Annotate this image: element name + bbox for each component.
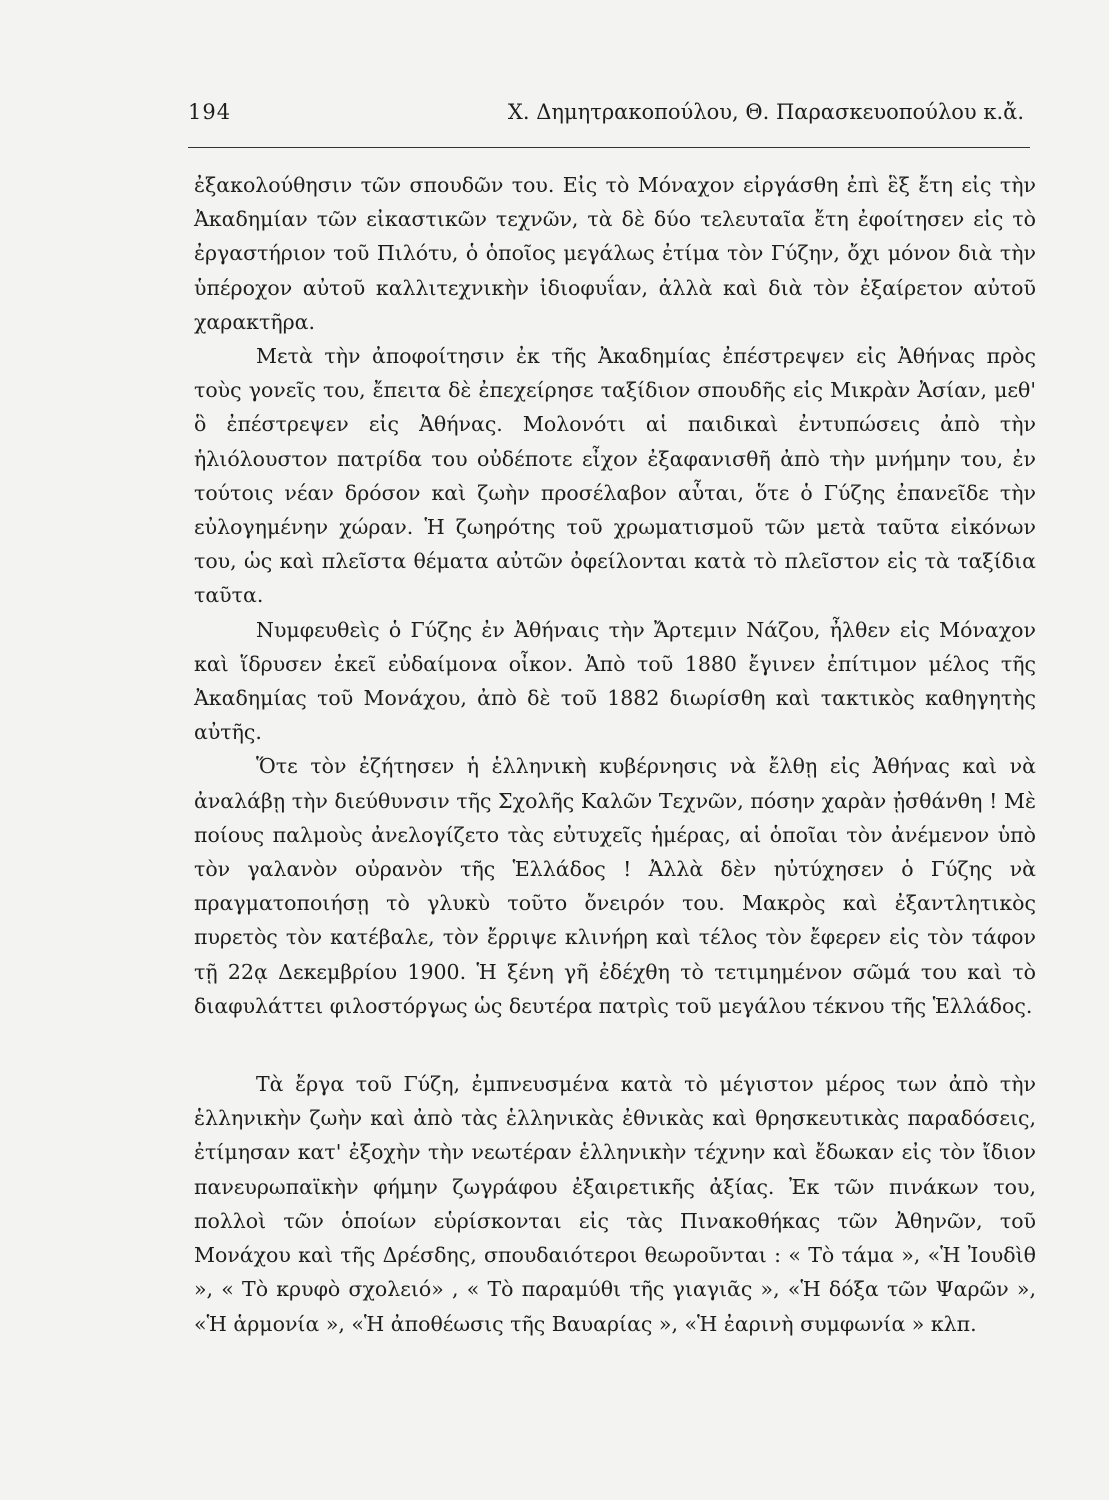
body-text bbox=[194, 168, 1036, 1341]
page-number: 194 bbox=[188, 100, 232, 124]
paragraph-4: Ὅτε τὸν ἐζήτησεν ἡ ἑλληνικὴ κυβέρνησις νὰ ἔλθῃ εἰς Ἀθήνας καὶ νὰ ἀναλάβῃ τὴν διεύθυνσιν τῆς Σχολῆς Καλῶν Τεχνῶν, πόσην χαρὰν ᾐσθάνθη ! Μὲ ποίους παλμοὺς ἀνελογίζετο τὰς εὐτυχεῖς ἡμέρας, αἱ ὁποῖαι τὸν ἀνέμενον ὑπὸ τὸν γαλανὸν οὐρανὸν τῆς Ἑλλάδος ! Ἀλλὰ δὲν ηὐτύχησεν ὁ Γύζης νὰ πραγματοποιήσῃ τὸ γλυκὺ τοῦτο ὄνειρόν του. Μακρὸς καὶ ἐξαντλητικὸς πυρετὸς τὸν κατέβαλε, τὸν ἔρριψε κλινήρη καὶ τέλος τὸν ἔφερεν εἰς τὸν τάφον τῇ 22ᾳ Δεκεμβρίου 1900. Ἡ ξένη γῆ ἐδέχθη τὸ τετιμημένον σῶμά του καὶ τὸ διαφυλάττει φιλοστόργως ὡς δευτέρα πατρὶς τοῦ μεγάλου τέκνου τῆς Ἑλλάδος. bbox=[194, 754, 1036, 1018]
paragraph-1: ἐξακολούθησιν τῶν σπουδῶν του. Εἰς τὸ Μόναχον εἰργάσθη ἐπὶ ἓξ ἔτη εἰς τὴν Ἀκαδημίαν τῶν εἰκαστικῶν τεχνῶν, τὰ δὲ δύο τελευταῖα ἔτη ἐφοίτησεν εἰς τὸ ἐργαστήριον τοῦ Πιλότυ, ὁ ὁποῖος μεγάλως ἐτίμα τὸν Γύζην, ὄχι μόνον διὰ τὴν ὑπέροχον αὐτοῦ καλλιτεχνικὴν ἰδιοφυΐαν, ἀλλὰ καὶ διὰ τὸν ἐξαίρετον αὐτοῦ χαρακτῆρα. bbox=[194, 173, 1036, 334]
running-head: Χ. Δημητρακοπούλου, Θ. Παρασκευοπούλου κ.ἄ. bbox=[507, 100, 1024, 124]
paragraph-2: Μετὰ τὴν ἀποφοίτησιν ἐκ τῆς Ἀκαδημίας ἐπέστρεψεν εἰς Ἀθήνας πρὸς τοὺς γονεῖς του, ἔπειτα δὲ ἐπεχείρησε ταξίδιον σπουδῆς εἰς Μικρὰν Ἀσίαν, μεθ' ὃ ἐπέστρεψεν εἰς Ἀθήνας. Μολονότι αἱ παιδικαὶ ἐντυπώσεις ἀπὸ τὴν ἡλιόλουστον πατρίδα του οὐδέποτε εἶχον ἐξαφανισθῆ ἀπὸ τὴν μνήμην του, ἐν τούτοις νέαν δρόσον καὶ ζωὴν προσέλαβον αὗται, ὅτε ὁ Γύζης ἐπανεῖδε τὴν εὐλογημένην χώραν. Ἡ ζωηρότης τοῦ χρωματισμοῦ τῶν μετὰ ταῦτα εἰκόνων του, ὡς καὶ πλεῖστα θέματα αὐτῶν ὀφείλονται κατὰ τὸ πλεῖστον εἰς τὰ ταξίδια ταῦτα. bbox=[194, 344, 1036, 608]
paragraph-5: Τὰ ἔργα τοῦ Γύζη, ἐμπνευσμένα κατὰ τὸ μέγιστον μέρος των ἀπὸ τὴν ἑλληνικὴν ζωὴν καὶ ἀπὸ τὰς ἑλληνικὰς ἐθνικὰς καὶ θρησκευτικὰς παραδόσεις, ἐτίμησαν κατ' ἐξοχὴν τὴν νεωτέραν ἑλληνικὴν τέχνην καὶ ἔδωκαν εἰς τὸν ἴδιον πανευρωπαϊκὴν φήμην ζωγράφου ἐξαιρετικῆς ἀξίας. Ἐκ τῶν πινάκων του, πολλοὶ τῶν ὁποίων εὑρίσκονται εἰς τὰς Πινακοθήκας τῶν Ἀθηνῶν, τοῦ Μονάχου καὶ τῆς Δρέσδης, σπουδαιότεροι θεωροῦνται : « Τὸ τάμα », «Ἡ Ἰουδὶθ », « Τὸ κρυφὸ σχολειό» , « Τὸ παραμύθι τῆς γιαγιᾶς », «Ἡ δόξα τῶν Ψαρῶν », «Ἡ ἁρμονία », «Ἡ ἀποθέωσις τῆς Βαυαρίας », «Ἡ ἐαρινὴ συμφωνία » κλπ. bbox=[194, 1072, 1036, 1336]
page-header bbox=[188, 100, 1030, 134]
paragraph-3: Νυμφευθεὶς ὁ Γύζης ἐν Ἀθήναις τὴν Ἄρτεμιν Νάζου, ἦλθεν εἰς Μόναχον καὶ ἵδρυσεν ἐκεῖ εὐδαίμονα οἶκον. Ἀπὸ τοῦ 1880 ἔγινεν ἐπίτιμον μέλος τῆς Ἀκαδημίας τοῦ Μονάχου, ἀπὸ δὲ τοῦ 1882 διωρίσθη καὶ τακτικὸς καθηγητὴς αὐτῆς. bbox=[194, 617, 1036, 745]
section-gap bbox=[194, 1023, 1036, 1067]
header-rule bbox=[188, 147, 1030, 148]
